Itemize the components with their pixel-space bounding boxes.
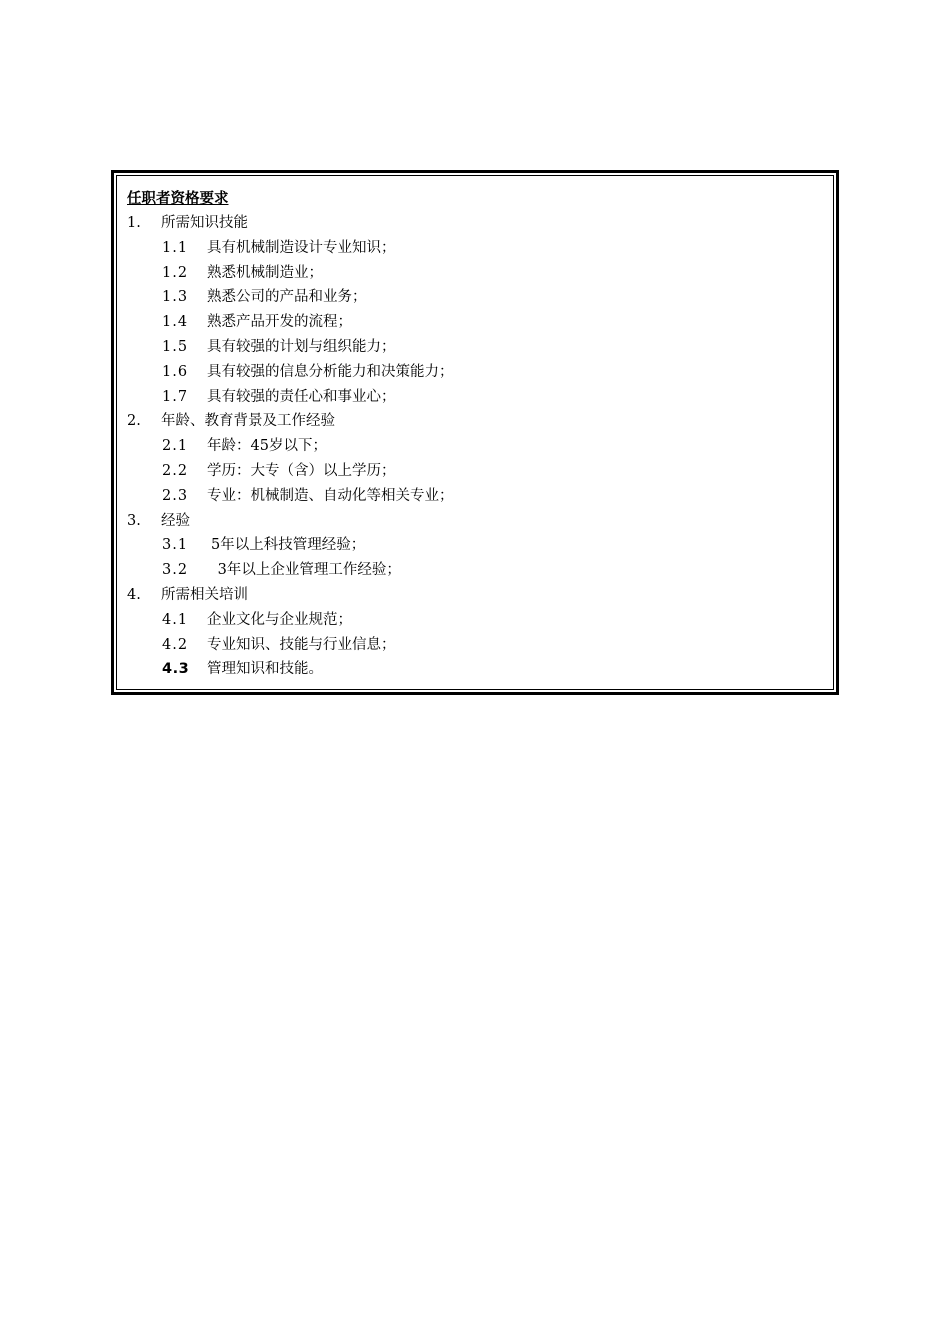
item-number: 1.6: [162, 363, 189, 380]
item-text: 专业知识、技能与行业信息；: [207, 636, 396, 653]
item-number: 2.3: [162, 487, 189, 504]
item-number: 4.3: [162, 661, 190, 678]
section-4: [127, 583, 833, 608]
box-inner-border: [116, 175, 834, 690]
list-item: [127, 261, 833, 286]
list-item: [127, 310, 833, 335]
item-number: 3.2: [162, 562, 189, 579]
item-text: 企业文化与企业规范；: [207, 611, 352, 628]
item-number: 1.1: [162, 239, 189, 256]
item-number: 1.4: [162, 314, 189, 331]
item-text: 管理知识和技能。: [207, 661, 323, 678]
section-label: 所需相关培训: [161, 586, 248, 603]
section-label: 所需知识技能: [161, 215, 248, 231]
item-text: 具有较强的责任心和事业心；: [207, 388, 396, 405]
item-number: 1.5: [162, 338, 189, 355]
list-item: [127, 484, 833, 509]
item-text: 具有较强的信息分析能力和决策能力；: [207, 363, 454, 380]
section-1: [127, 211, 833, 236]
list-item: [127, 459, 833, 484]
item-text: 年龄：45岁以下；: [207, 438, 327, 455]
list-item: [127, 385, 833, 410]
item-text: 3年以上企业管理工作经验；: [213, 562, 401, 579]
item-text: 专业：机械制造、自动化等相关专业；: [207, 487, 454, 504]
list-item: [127, 335, 833, 360]
qualification-requirements-box: [111, 170, 839, 695]
section-2: [127, 409, 833, 434]
item-number: 2.2: [162, 462, 189, 479]
item-number: 4.1: [162, 611, 189, 628]
item-text: 熟悉机械制造业；: [207, 264, 323, 281]
list-item: [127, 608, 833, 633]
item-number: 1.2: [162, 264, 189, 281]
item-number: 1.3: [162, 289, 189, 306]
list-item: [127, 360, 833, 385]
item-text: 具有机械制造设计专业知识；: [207, 239, 396, 256]
item-text: 熟悉公司的产品和业务；: [207, 289, 367, 306]
section-3: [127, 509, 833, 534]
item-text: 学历：大专（含）以上学历；: [207, 462, 396, 479]
section-label: 年龄、教育背景及工作经验: [161, 413, 335, 430]
section-number: 4.: [127, 586, 141, 603]
item-number: 2.1: [162, 438, 189, 455]
section-number: 3.: [127, 512, 141, 529]
section-number: 1.: [127, 215, 141, 231]
section-number: 2.: [127, 413, 141, 430]
list-item: [127, 236, 833, 261]
list-item: [127, 285, 833, 310]
section-heading: 任职者资格要求: [127, 191, 229, 207]
list-item: [127, 533, 833, 558]
item-text: 具有较强的计划与组织能力；: [207, 338, 396, 355]
list-item: [127, 558, 833, 583]
list-item: [127, 633, 833, 658]
item-text: 5年以上科技管理经验；: [211, 537, 366, 554]
item-number: 1.7: [162, 388, 189, 405]
item-text: 熟悉产品开发的流程；: [207, 314, 352, 331]
item-number: 3.1: [162, 537, 189, 554]
item-number: 4.2: [162, 636, 189, 653]
list-item: [127, 657, 833, 682]
list-item: [127, 434, 833, 459]
section-label: 经验: [161, 512, 190, 529]
